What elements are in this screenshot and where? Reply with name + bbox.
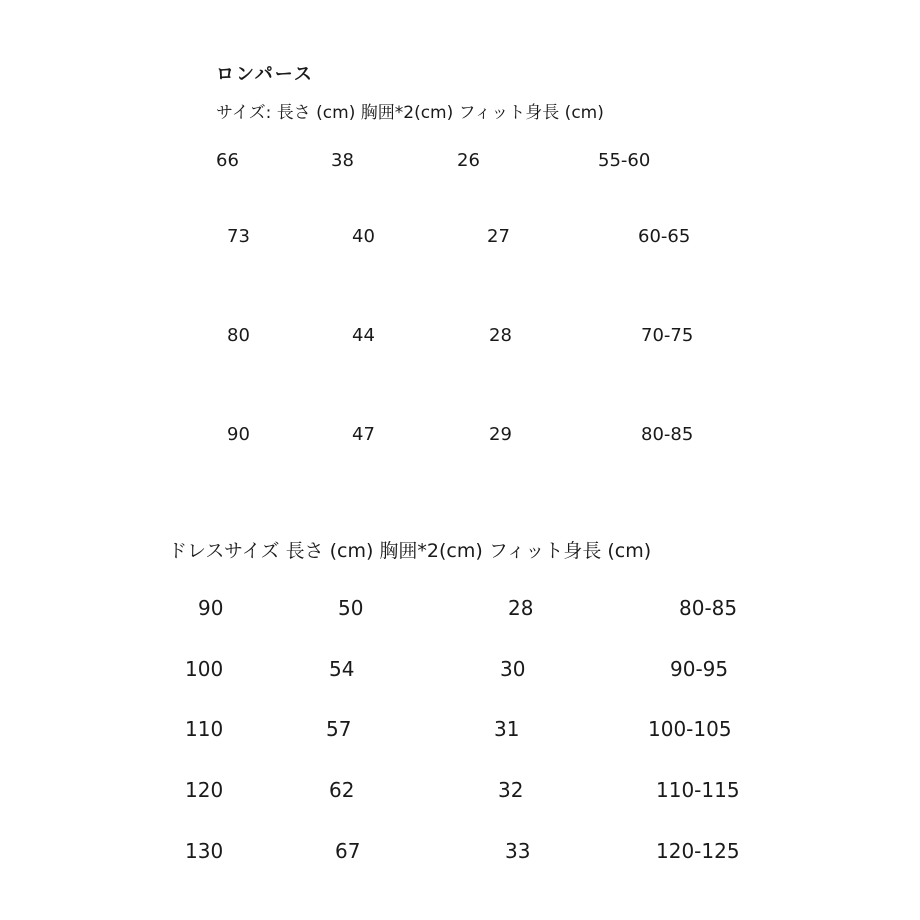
chest-cell: 50 [338, 596, 364, 620]
fit-height-cell: 100-105 [648, 717, 732, 741]
width-cell: 29 [489, 424, 512, 445]
length-cell: 110 [185, 717, 224, 741]
width-cell: 27 [487, 226, 510, 247]
chest-cell: 44 [352, 325, 375, 346]
length-cell: 80 [227, 325, 250, 346]
length-cell: 120 [185, 778, 224, 802]
chest-cell: 62 [329, 778, 355, 802]
dress-table-header: ドレスサイズ 長さ (cm) 胸囲*2(cm) フィット身長 (cm) [168, 540, 652, 562]
width-cell: 30 [500, 657, 526, 681]
length-cell: 130 [185, 839, 224, 863]
length-cell: 100 [185, 657, 224, 681]
chest-cell: 47 [352, 424, 375, 445]
romper-table-header: サイズ: 長さ (cm) 胸囲*2(cm) フィット身長 (cm) [216, 103, 604, 123]
fit-height-cell: 90-95 [670, 657, 729, 681]
chest-cell: 67 [335, 839, 361, 863]
fit-height-cell: 55-60 [598, 150, 651, 171]
width-cell: 32 [498, 778, 524, 802]
length-cell: 90 [227, 424, 250, 445]
length-cell: 90 [198, 596, 224, 620]
fit-height-cell: 60-65 [638, 226, 691, 247]
romper-title: ロンパース [216, 64, 314, 85]
fit-height-cell: 70-75 [641, 325, 694, 346]
chest-cell: 54 [329, 657, 355, 681]
width-cell: 26 [457, 150, 480, 171]
width-cell: 28 [489, 325, 512, 346]
fit-height-cell: 120-125 [656, 839, 740, 863]
fit-height-cell: 80-85 [679, 596, 738, 620]
width-cell: 31 [494, 717, 520, 741]
length-cell: 66 [216, 150, 239, 171]
length-cell: 73 [227, 226, 250, 247]
fit-height-cell: 110-115 [656, 778, 740, 802]
chest-cell: 38 [331, 150, 354, 171]
width-cell: 28 [508, 596, 534, 620]
fit-height-cell: 80-85 [641, 424, 694, 445]
chest-cell: 57 [326, 717, 352, 741]
chest-cell: 40 [352, 226, 375, 247]
width-cell: 33 [505, 839, 531, 863]
